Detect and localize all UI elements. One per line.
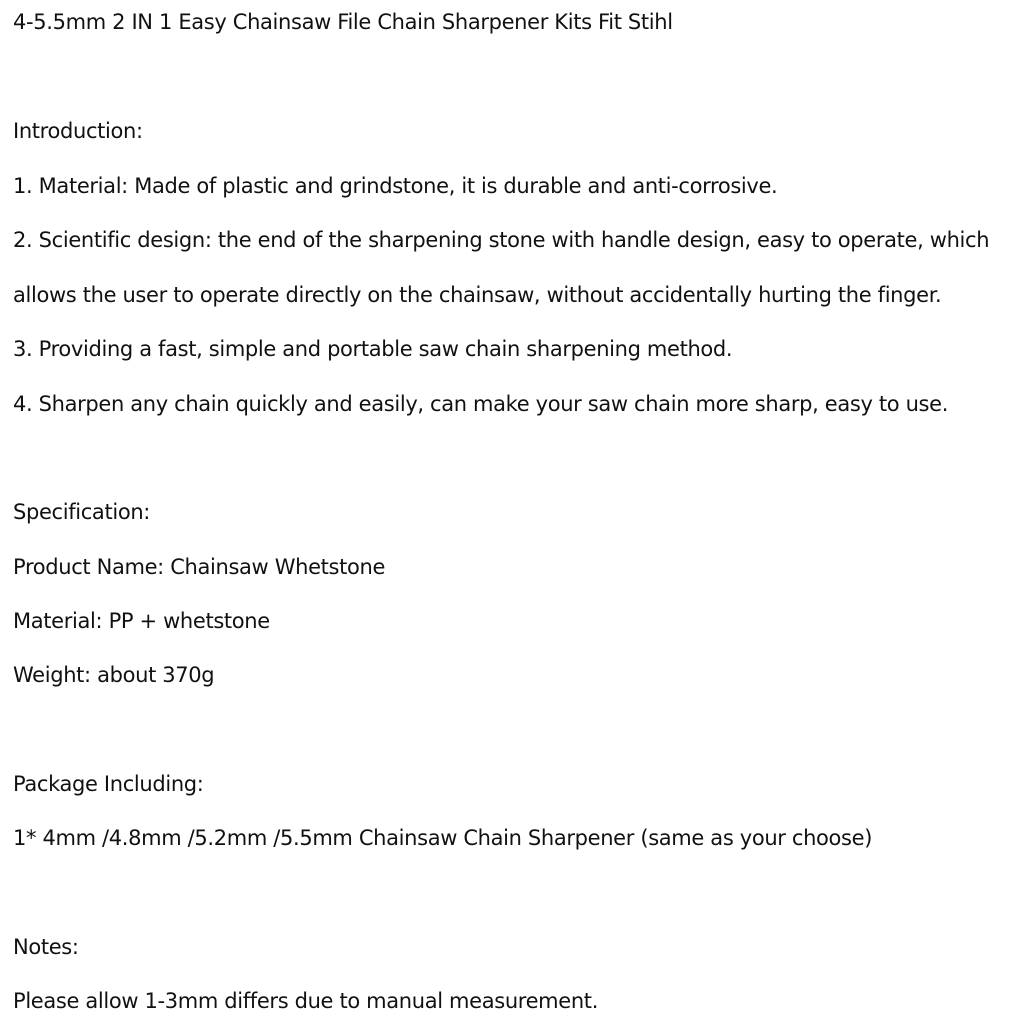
specification-heading: Specification: xyxy=(13,500,151,524)
product-title: 4-5.5mm 2 IN 1 Easy Chainsaw File Chain Sharpener Kits Fit Stihl xyxy=(13,10,673,34)
specification-weight: Weight: about 370g xyxy=(13,663,215,687)
introduction-item-design-continued: allows the user to operate directly on the chainsaw, without accidentally hurting the finger. xyxy=(13,283,942,307)
introduction-item-material: 1. Material: Made of plastic and grindstone, it is durable and anti-corrosive. xyxy=(13,174,778,198)
specification-material: Material: PP + whetstone xyxy=(13,609,270,633)
specification-product-name: Product Name: Chainsaw Whetstone xyxy=(13,555,386,579)
introduction-heading: Introduction: xyxy=(13,119,143,143)
package-item: 1* 4mm /4.8mm /5.2mm /5.5mm Chainsaw Chain Sharpener (same as your choose) xyxy=(13,826,873,850)
notes-heading: Notes: xyxy=(13,935,79,959)
introduction-item-sharpen: 4. Sharpen any chain quickly and easily, can make your saw chain more sharp, easy to use. xyxy=(13,392,949,416)
introduction-item-design: 2. Scientific design: the end of the sharpening stone with handle design, easy to operate, which xyxy=(13,228,990,252)
introduction-item-method: 3. Providing a fast, simple and portable saw chain sharpening method. xyxy=(13,337,733,361)
notes-item: Please allow 1-3mm differs due to manual measurement. xyxy=(13,989,599,1013)
package-heading: Package Including: xyxy=(13,772,204,796)
